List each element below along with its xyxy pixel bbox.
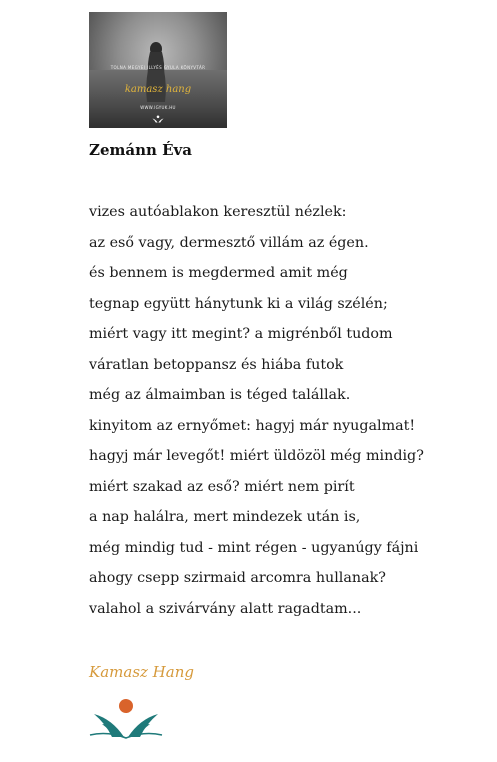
cover-logo-icon (151, 114, 165, 124)
poem-line: hagyj már levegőt! miért üldözöl még mindig? (89, 448, 424, 464)
poem-line: és bennem is megdermed amit még (89, 265, 348, 281)
poem-line: még mindig tud - mint régen - ugyanúgy fájni (89, 539, 419, 556)
poem-line: tegnap együtt hánytunk ki a világ szélén; (89, 295, 388, 312)
signature-brand: Kamasz Hang (89, 663, 194, 681)
poem-line: miért vagy itt megint? a migrénből tudom (89, 326, 393, 342)
poem-line: még az álmaimban is téged talállak. (89, 387, 351, 403)
cover-header-text: TOLNA MEGYEI ILLYÉS GYULA KÖNYVTÁR (110, 65, 206, 70)
author-name: Zemánn Éva (89, 141, 192, 159)
cover-url-text: WWW.IGYUK.HU (140, 105, 176, 110)
cover-image (89, 12, 227, 128)
poem-line: az eső vagy, dermesztő villám az égen. (89, 234, 369, 251)
poem-line: kinyitom az ernyőmet: hagyj már nyugalmat! (89, 417, 416, 434)
poem-line: miért szakad az eső? miért nem pirít (89, 478, 355, 495)
poem-line: váratlan betoppansz és hiába futok (89, 356, 344, 373)
sun-over-open-book-icon (88, 697, 164, 739)
poem-line: ahogy csepp szirmaid arcomra hullanak? (89, 570, 386, 586)
poem-line: vizes autóablakon keresztül nézlek: (89, 204, 347, 220)
poem-body (89, 201, 489, 628)
poem-line: valahol a szivárvány alatt ragadtam... (89, 600, 362, 617)
cover-brand-text: kamasz hang (124, 84, 192, 95)
poem-line: a nap halálra, mert mindezek után is, (89, 509, 361, 525)
